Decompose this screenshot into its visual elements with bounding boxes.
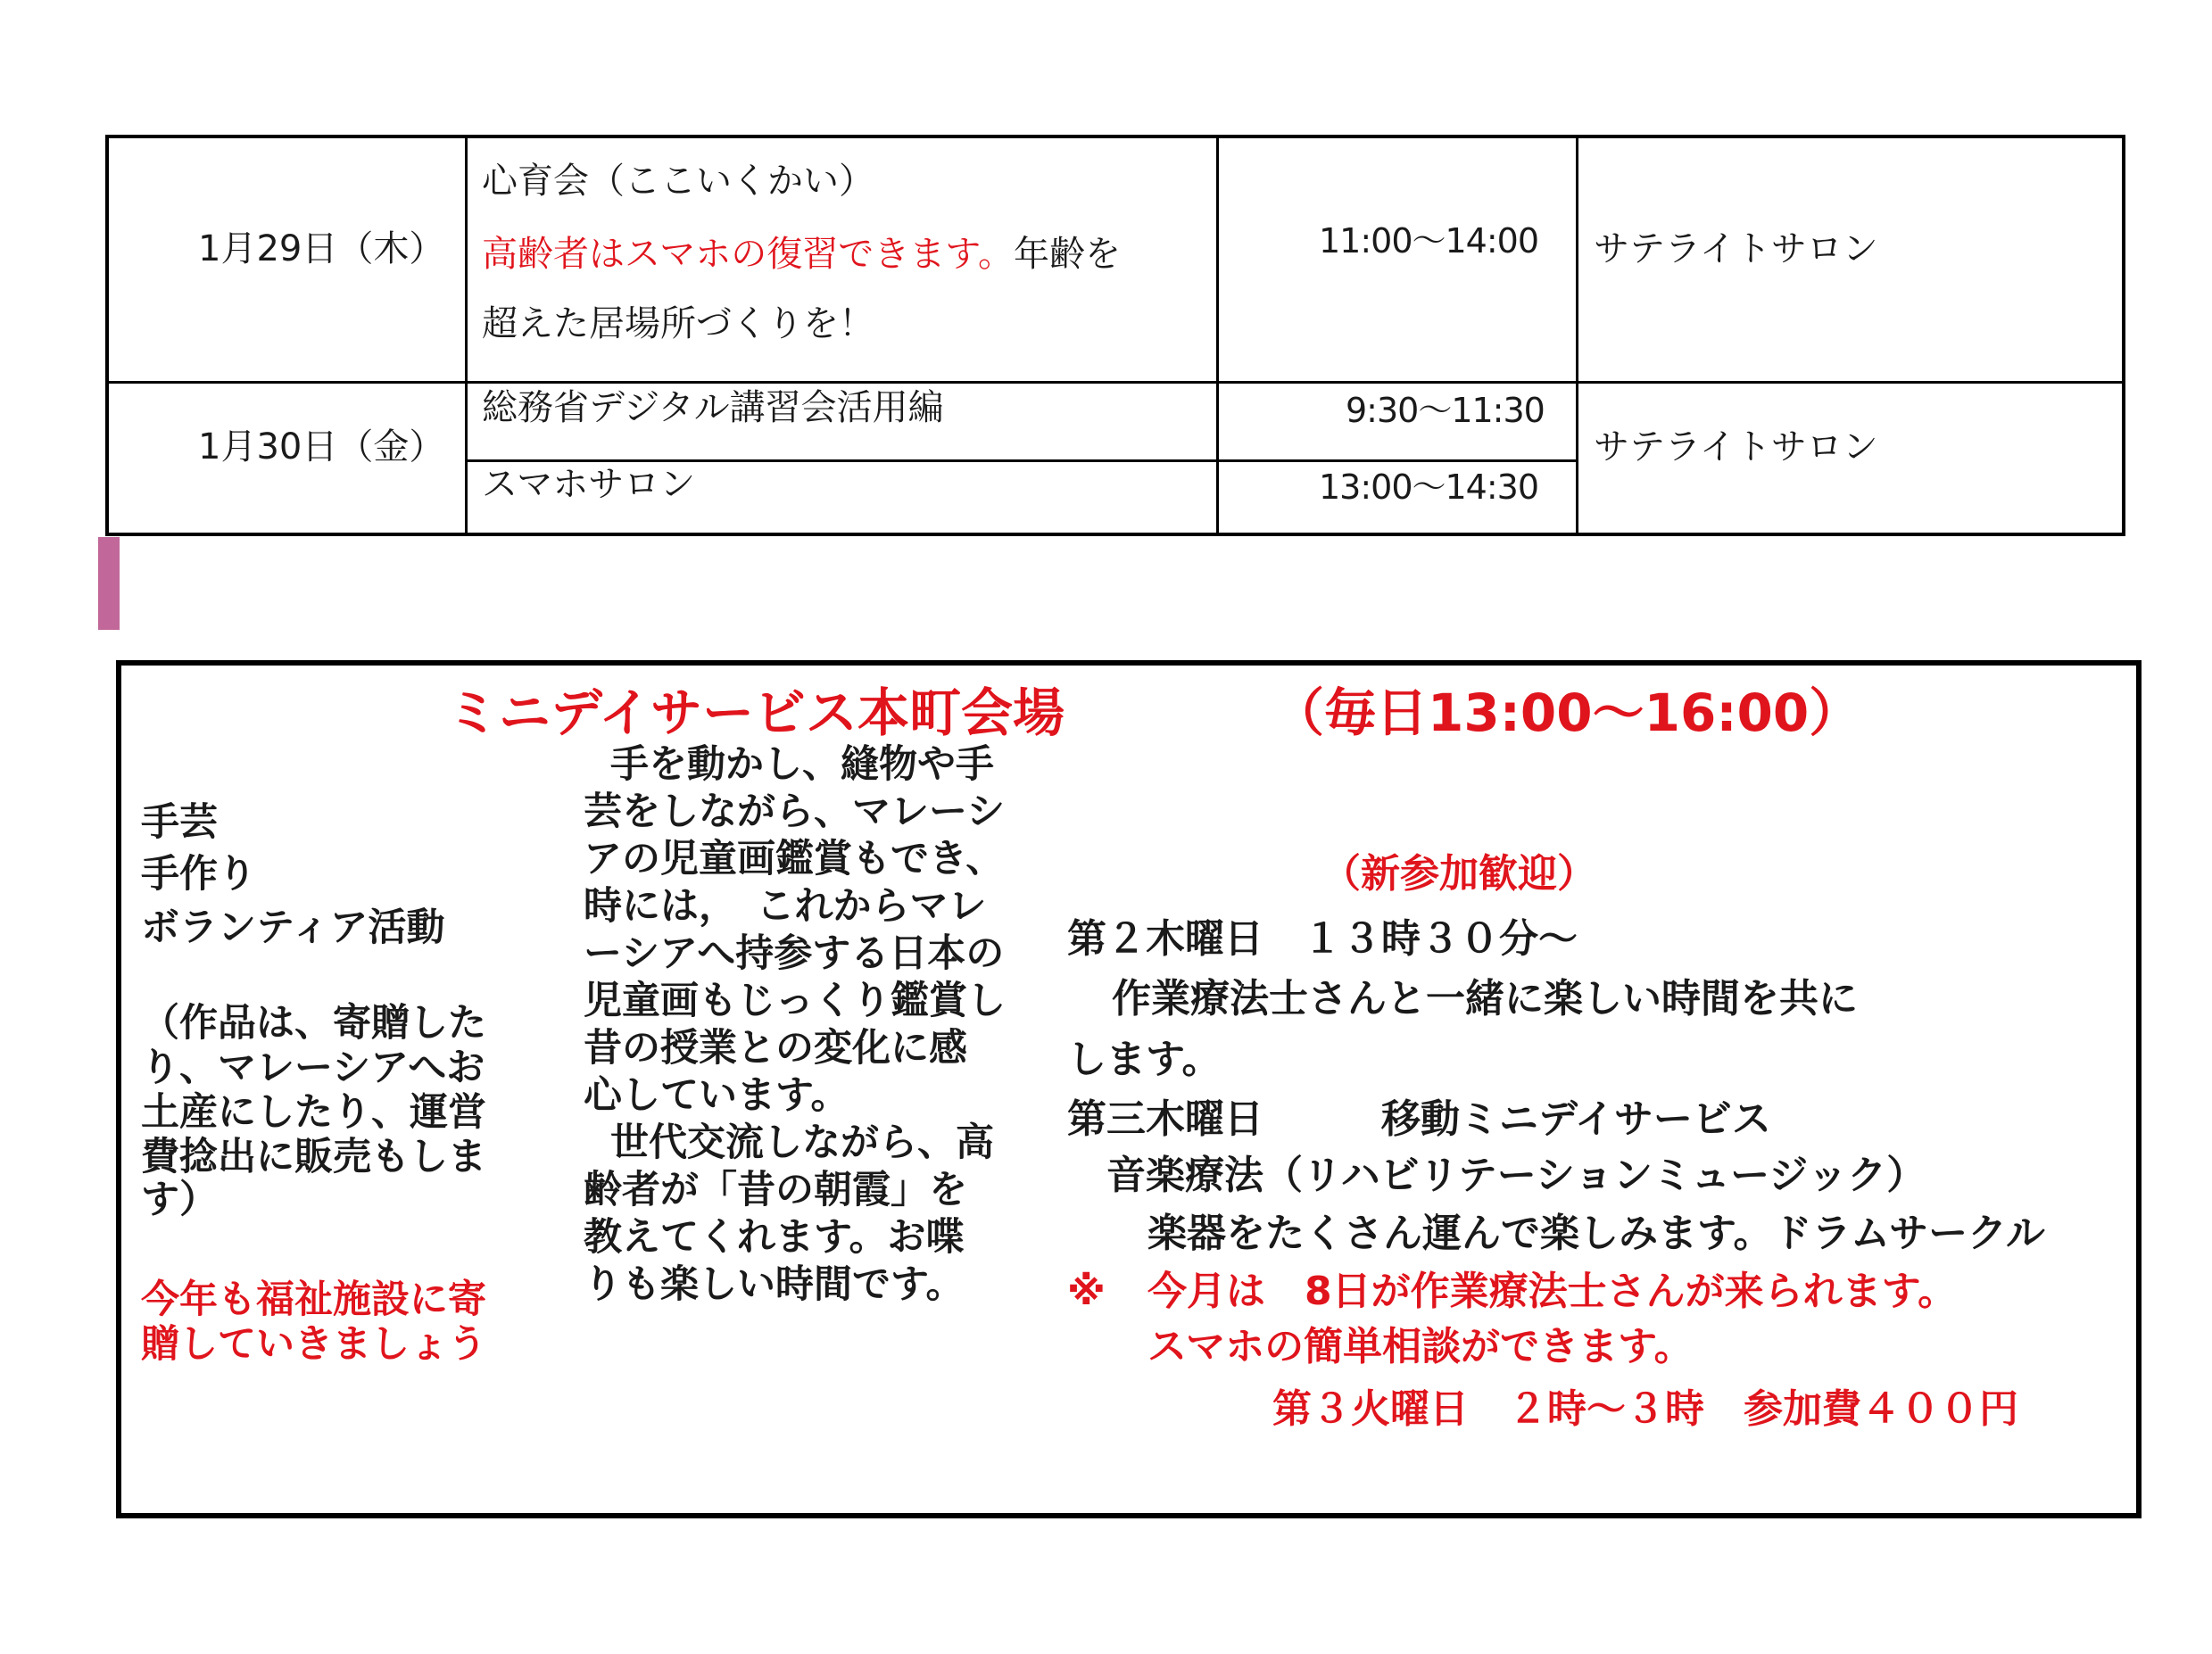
column-divider <box>1576 138 1578 533</box>
row1-event-line2 <box>482 234 1121 275</box>
row2-place: サテライトサロン <box>1594 426 1878 467</box>
row2-time-a: 9:30〜11:30 <box>1346 391 1545 430</box>
left-red-2: 贈していきましょう <box>141 1322 486 1367</box>
accent-bar <box>98 537 120 630</box>
right-line-7: 今月は 8日が作業療法士さんが来られます。 <box>1147 1269 1958 1314</box>
middle-line: 齢者が「昔の朝霞」を <box>584 1168 967 1212</box>
right-line-6: 楽器をたくさん運んで楽しみます。ドラムサークル <box>1147 1211 2045 1256</box>
left-note-1: （作品は、寄贈した <box>141 1001 486 1046</box>
right-line-1: 第２木曜日 １３時３０分〜 <box>1067 916 1578 962</box>
middle-line: 昔の授業との変化に感 <box>584 1026 967 1071</box>
sub-row-divider <box>465 459 1578 462</box>
mini-title: ミニデイサービス本町会場 <box>447 682 1065 743</box>
row1-event-title: 心育会（ここいくかい） <box>482 161 874 202</box>
middle-line: 時には， これからマレ <box>584 884 987 929</box>
row1-event-line3: 超えた居場所づくりを！ <box>482 303 874 344</box>
row2-time-b: 13:00〜14:30 <box>1319 467 1539 507</box>
row1-date: 1月29日（木） <box>198 228 445 269</box>
middle-line: 芸をしながら、マレーシ <box>584 790 1006 834</box>
right-line-8: スマホの簡単相談ができます。 <box>1147 1324 1694 1369</box>
right-line-9: 第３火曜日 ２時〜３時 参加費４００円 <box>1272 1386 2018 1432</box>
row1-event-highlight: 高齢者はスマホの復習できます。 <box>482 234 1014 275</box>
left-note-2: り、マレーシアへお <box>141 1046 485 1090</box>
middle-line: りも楽しい時間です。 <box>584 1262 965 1307</box>
column-divider <box>1216 138 1219 533</box>
middle-line: アの児童画鑑賞もでき、 <box>584 837 1005 881</box>
row1-place: サテライトサロン <box>1594 228 1878 269</box>
left-item-2: 手作り <box>141 852 256 897</box>
mini-hours: （毎日13:00〜16:00） <box>1272 682 1861 743</box>
welcome-label: （新参加歓迎） <box>1321 851 1596 897</box>
row2-event-b: スマホサロン <box>482 464 696 505</box>
row-divider <box>109 381 2122 384</box>
right-line-3: します。 <box>1067 1037 1222 1082</box>
column-divider <box>465 138 468 533</box>
left-note-5: す） <box>141 1178 218 1222</box>
left-red-1: 今年も福祉施設に寄 <box>141 1278 486 1322</box>
row1-event-line2-rest: 年齢を <box>1014 234 1121 275</box>
left-note-4: 費捻出に販売もしま <box>141 1135 486 1179</box>
middle-line: 手を動かし、縫物や手 <box>610 742 994 787</box>
left-item-1: 手芸 <box>141 800 218 845</box>
left-item-3: ボランティア活動 <box>141 906 445 950</box>
left-note-3: 土産にしたり、運営 <box>141 1090 486 1135</box>
schedule-table <box>105 135 2125 536</box>
right-line-5: 音楽療法（リハビリテーションミュージック） <box>1106 1153 1926 1198</box>
right-line-4a: 第三木曜日 <box>1067 1096 1263 1142</box>
middle-line: 教えてくれます。お喋 <box>584 1215 965 1260</box>
right-line-4b: 移動ミニデイサービス <box>1381 1096 1771 1142</box>
row2-event-a: 総務省デジタル講習会活用編 <box>482 387 944 428</box>
middle-line: ーシアへ持参する日本の <box>584 931 1005 976</box>
right-line-2: 作業療法士さんと一緒に楽しい時間を共に <box>1112 976 1858 1021</box>
row2-date: 1月30日（金） <box>198 426 445 467</box>
note-mark: ※ <box>1067 1269 1106 1314</box>
middle-line: 児童画もじっくり鑑賞し <box>584 979 1006 1023</box>
middle-line: 世代交流しながら、高 <box>610 1121 994 1165</box>
middle-line: 心しています。 <box>584 1073 849 1118</box>
mini-day-service-box <box>116 660 2142 1518</box>
middle-column <box>584 742 1006 1313</box>
row1-time: 11:00〜14:00 <box>1319 221 1539 261</box>
